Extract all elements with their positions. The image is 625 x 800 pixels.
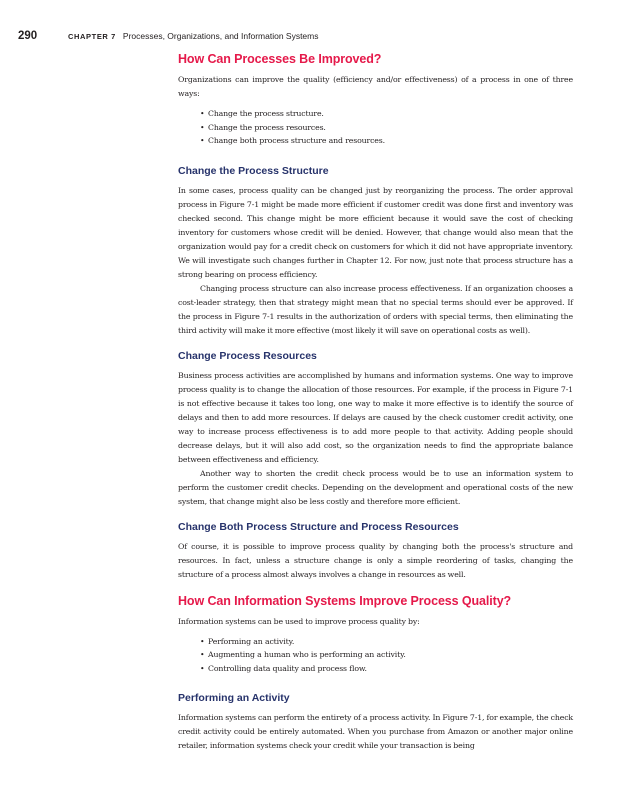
chapter-label: CHAPTER 7 — [68, 32, 116, 41]
subheading-performing-activity: Performing an Activity — [178, 692, 290, 704]
list-item: • Performing an activity. — [178, 635, 573, 649]
page-number: 290 — [18, 30, 38, 42]
paragraph: Changing process structure can also increase process effectiveness. If an organization chooses a cost-leader strategy, then that strategy might mean that no special terms should ever be approved. If the process in Figure 7-1 results in the authorization of orders with special terms, then eliminating the third activity will make it more effective (most likely it will save on operational costs as well). — [178, 283, 573, 335]
paragraph: Information systems can be used to improve process quality by: — [178, 616, 420, 626]
list-item: • Change the process structure. — [178, 107, 573, 121]
subheading-change-structure: Change the Process Structure — [178, 164, 329, 177]
paragraph: Another way to shorten the credit check process would be to use an information system to perform the customer credit checks. Depending on the development and operational costs of the new system, that change might also be less costly and therefore more efficient. — [178, 468, 573, 506]
list-item: • Augmenting a human who is performing an activity. — [178, 648, 573, 662]
list-item: • Change both process structure and resources. — [178, 134, 573, 148]
paragraph: In some cases, process quality can be changed just by reorganizing the process. The order approval process in Figure 7-1 might be made more efficient if customer credit was done first and inventory was checked second. This change might be more efficient because it would save the cost of checking inventory for customers whose credit will be denied. However, that change would also mean that the organization would pay for a credit check on customers for which it did not have appropriate inventory. We will investigate such changes further in Chapter 12. For now, just note that process structure has a strong bearing on process efficiency. — [178, 185, 573, 279]
paragraph: Organizations can improve the quality (efficiency and/or effectiveness) of a process in one of three ways: — [178, 75, 573, 98]
bullet-list — [178, 107, 573, 148]
running-header — [18, 30, 605, 44]
subheading-change-both: Change Both Process Structure and Process Resources — [178, 520, 459, 533]
page-body — [178, 50, 573, 753]
bullet-list — [178, 635, 573, 676]
list-item: • Change the process resources. — [178, 121, 573, 135]
list-item: • Controlling data quality and process flow. — [178, 662, 573, 676]
paragraph: Information systems can perform the entirety of a process activity. In Figure 7-1, for example, the check credit activity could be entirely automated. When you purchase from Amazon or another major online retailer, information systems check your credit while your transaction is being — [178, 713, 573, 750]
subheading-change-resources: Change Process Resources — [178, 349, 317, 362]
chapter-title: Processes, Organizations, and Information Systems — [122, 31, 319, 41]
paragraph: Business process activities are accomplished by humans and information systems. One way to improve process quality is to change the allocation of those resources. For example, if the process in Figure 7-1 is not effective because it takes too long, one way to make it more effective is to identify the source of delays and then to add more resources. If delays are caused by the check customer credit activity, one way to increase process effectiveness is to add more people to that activity. Adding people should decrease delays, but it will also add cost, so the organization needs to find the appropriate balance between effectiveness and efficiency. — [178, 370, 573, 464]
section-heading-is-improve-quality: How Can Information Systems Improve Process Quality? — [178, 593, 512, 608]
section-heading-improve-processes: How Can Processes Be Improved? — [178, 52, 382, 66]
paragraph: Of course, it is possible to improve process quality by changing both the process's structure and resources. In fact, unless a structure change is only a simple reordering of tasks, changing the structure of a process almost always involves a change in resources as well. — [178, 541, 573, 579]
